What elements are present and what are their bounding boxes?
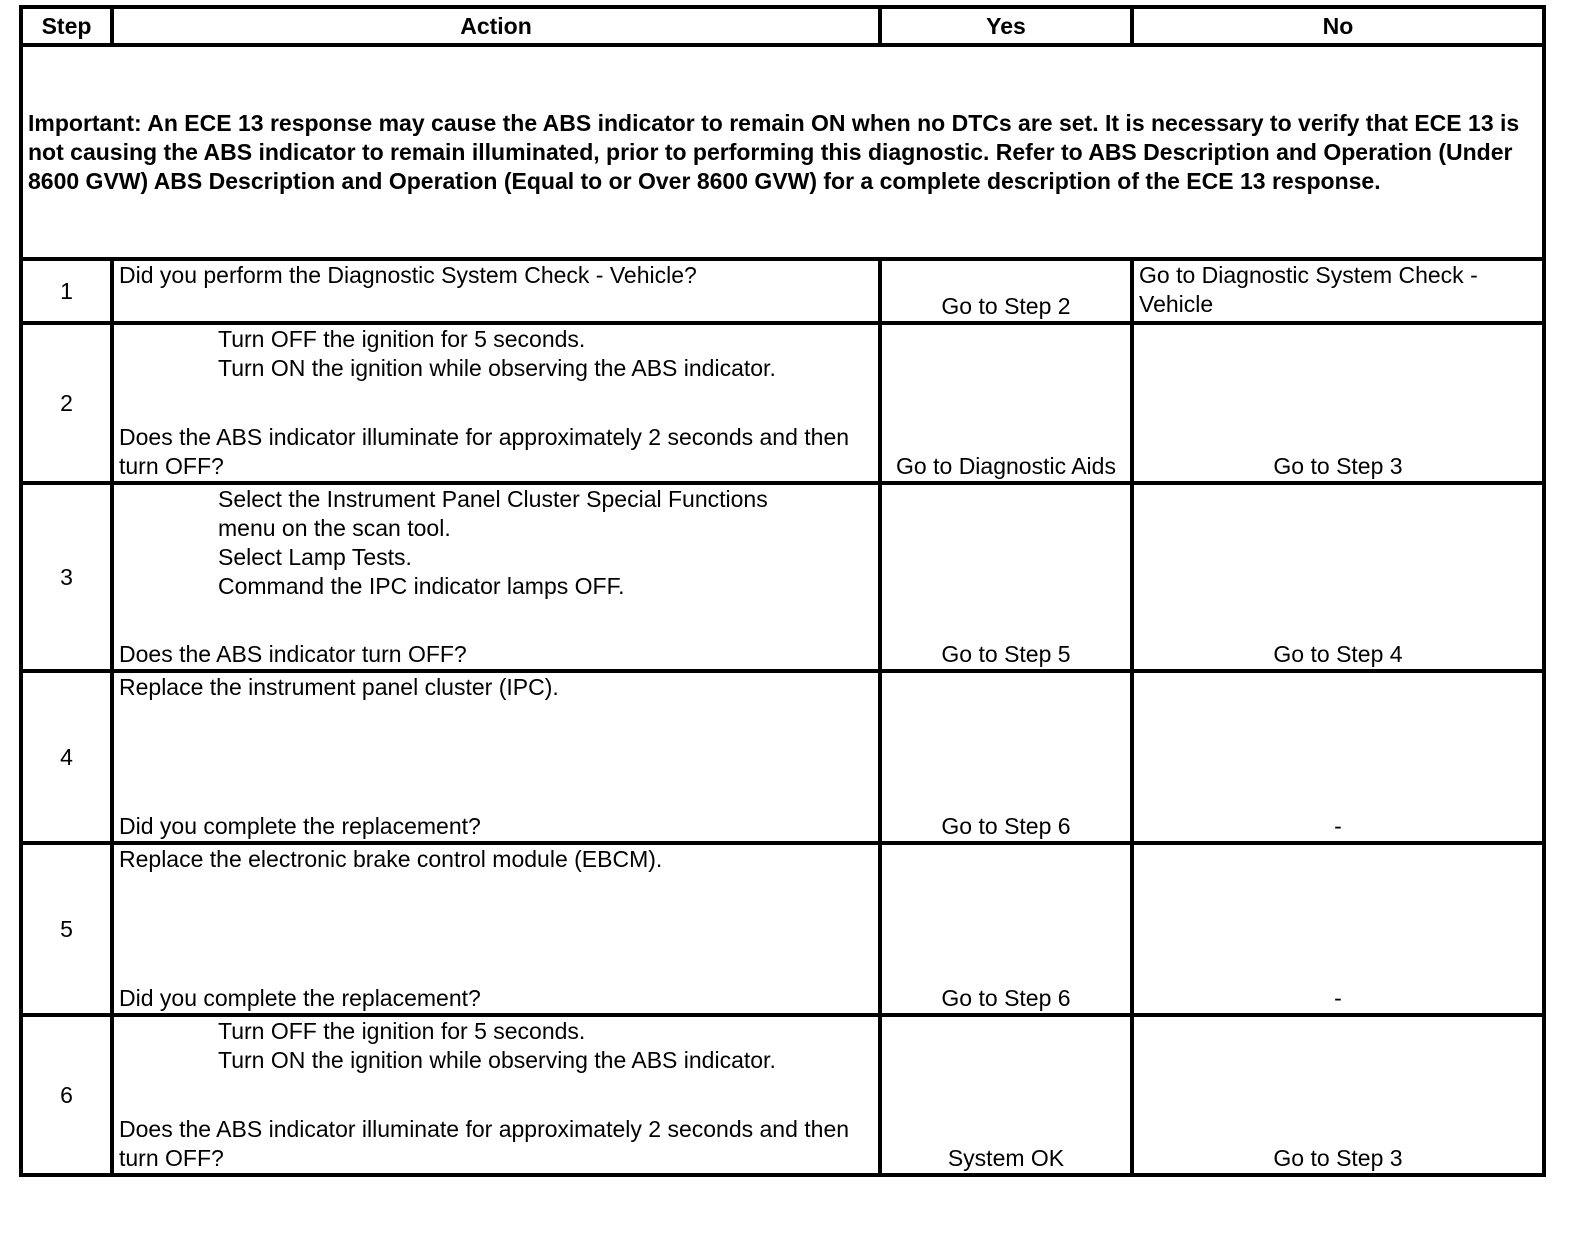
important-note-row: [21, 45, 1544, 259]
header-yes: Yes: [880, 7, 1132, 45]
table-row: [21, 843, 1544, 1015]
action-cell: [112, 671, 880, 843]
instruction: Select Lamp Tests.: [218, 544, 412, 570]
instruction: Turn OFF the ignition for 5 seconds.: [218, 1018, 586, 1044]
instruction: Replace the electronic brake control module (EBCM).: [119, 846, 663, 872]
instruction: Replace the instrument panel cluster (IPC).: [119, 674, 559, 700]
no-cell: -: [1132, 671, 1544, 843]
action-cell: [112, 483, 880, 671]
yes-cell: Go to Step 6: [880, 843, 1132, 1015]
instruction: Select the Instrument Panel Cluster Special Functions menu on the scan tool.: [218, 486, 768, 541]
step-number: 2: [21, 323, 112, 483]
step-number: 4: [21, 671, 112, 843]
instruction: Command the IPC indicator lamps OFF.: [218, 573, 625, 599]
no-cell: Go to Step 3: [1132, 323, 1544, 483]
no-cell: Go to Step 4: [1132, 483, 1544, 671]
yes-cell: Go to Step 6: [880, 671, 1132, 843]
diagnostic-table-document: [19, 5, 1542, 1227]
step-number: 5: [21, 843, 112, 1015]
table-row: [21, 483, 1544, 671]
instruction: Turn ON the ignition while observing the ABS indicator.: [218, 1047, 776, 1073]
table-row: [21, 671, 1544, 843]
step-number: 6: [21, 1015, 112, 1175]
question: Does the ABS indicator illuminate for approximately 2 seconds and then turn OFF?: [119, 1116, 850, 1171]
question: Does the ABS indicator illuminate for approximately 2 seconds and then turn OFF?: [119, 424, 850, 479]
question: Did you complete the replacement?: [119, 985, 481, 1011]
action-cell: [112, 259, 880, 323]
yes-cell: Go to Step 5: [880, 483, 1132, 671]
no-cell: Go to Step 3: [1132, 1015, 1544, 1175]
action-cell: [112, 843, 880, 1015]
header-action: Action: [112, 7, 880, 45]
no-cell: Go to Diagnostic System Check - Vehicle: [1132, 259, 1544, 323]
yes-cell: Go to Step 2: [880, 259, 1132, 323]
table-row: [21, 1015, 1544, 1175]
instruction: Turn OFF the ignition for 5 seconds.: [218, 326, 586, 352]
action-cell: [112, 1015, 880, 1175]
table-row: [21, 259, 1544, 323]
step-number: 3: [21, 483, 112, 671]
header-no: No: [1132, 7, 1544, 45]
action-cell: [112, 323, 880, 483]
yes-cell: System OK: [880, 1015, 1132, 1175]
instruction: Turn ON the ignition while observing the ABS indicator.: [218, 355, 776, 381]
header-step: Step: [21, 7, 112, 45]
diagnostic-table: [19, 5, 1546, 1177]
no-cell: -: [1132, 843, 1544, 1015]
table-row: [21, 323, 1544, 483]
step-number: 1: [21, 259, 112, 323]
question: Does the ABS indicator turn OFF?: [119, 641, 467, 667]
yes-cell: Go to Diagnostic Aids: [880, 323, 1132, 483]
question: Did you perform the Diagnostic System Check - Vehicle?: [119, 262, 697, 288]
question: Did you complete the replacement?: [119, 813, 481, 839]
important-note: Important: An ECE 13 response may cause the ABS indicator to remain ON when no DTCs are set. It is necessary to verify that ECE 13 is not causing the ABS indicator to remain illuminated, prior to performing this diagnostic. Refer to ABS Description and Operation (Under 8600 GVW) ABS Description and Operation (Equal to or Over 8600 GVW) for a complete description of the ECE 13 response.: [21, 45, 1544, 259]
header-row: [21, 7, 1544, 45]
